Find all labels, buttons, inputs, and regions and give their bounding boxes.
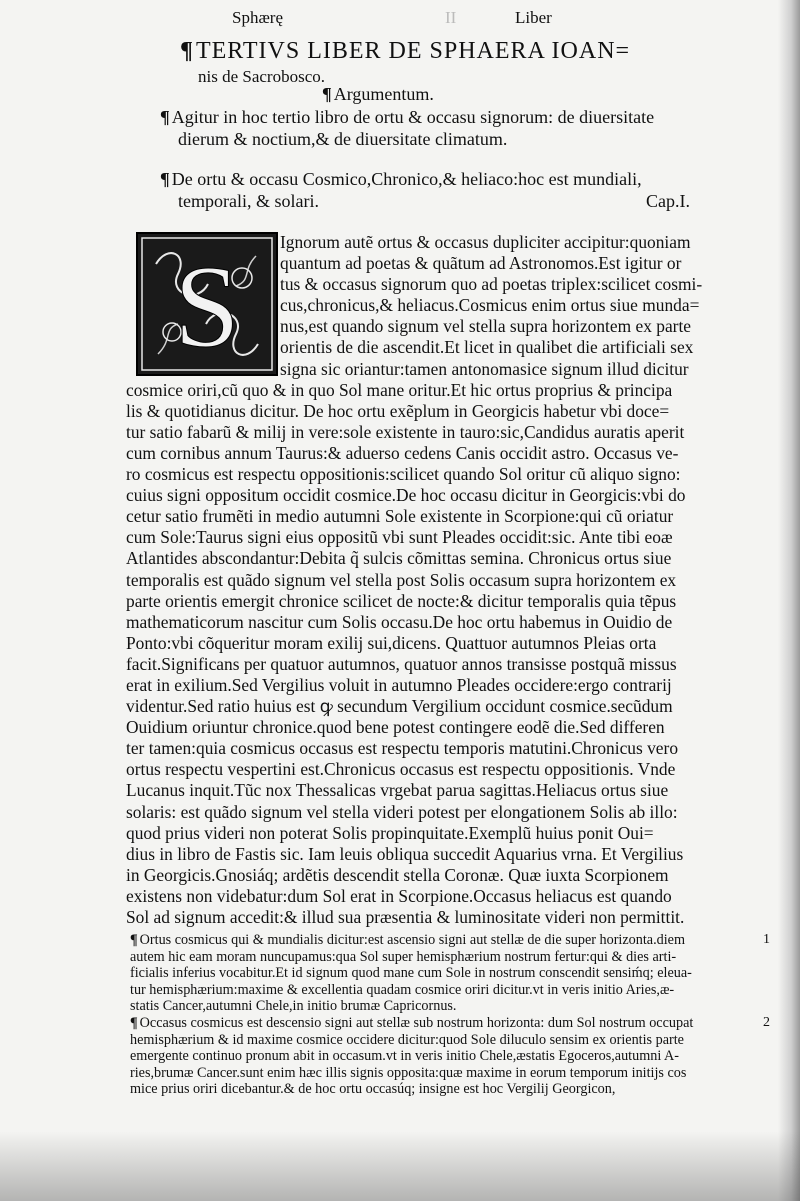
note-block [130,1015,770,1098]
note-number: 1 [763,932,770,947]
text-line: cus,chronicus,& heliacus.Cosmicus enim ortus siue munda= [280,295,700,316]
header-center: II [445,8,457,27]
text-line: mathematicorum nascitur cum Solis occasu.De hoc ortu habemus in Ouidio de [126,611,673,632]
text-line: Sol ad signum accedit:& illud sua præsentia & luminositate videri non permittit. [126,907,685,927]
note-line: ries,brumæ Cancer.sunt enim hæc illis signis opposita:quæ maxime in eorum temporum initijs cos [130,1064,687,1081]
note-line-text: Occasus cosmicus est descensio signi aut stellæ sub nostrum horizonta: dum Sol nostrum occupat [139,1014,694,1031]
note-line: ficialis inferius vocabitur.Et id signum quod mane cum Sole in nostrum conscendit sensiḿq; eleua- [130,965,692,982]
pilcrow-icon: ¶ [130,1014,138,1031]
note-number: 2 [763,1014,770,1030]
text-line: Lucanus inquit.Tũc nox Thessalicas vrgebat parua sagittas.Heliacus ortus siue [126,780,669,801]
book-title [180,38,740,90]
running-header [0,8,800,30]
intro-line-2: dierum & noctium,& de diuersitate climatum. [178,129,508,149]
text-line: solaris: est quãdo signum vel stella videri potest per elongationem Solis ab illo: [126,801,678,822]
text-line: ortus respectu vespertini est.Chronicus occasus est respectu oppositionis. Vnde [126,759,676,780]
note-line: tur hemisphærium:maxime & excellentia quadam cosmice oriri dicitur.vt in veris initio Aries,æ- [130,981,675,998]
text-line: Ponto:vbi cõqueritur moram exilij sui,dicens. Quattuor autumnos Pleias orta [126,632,657,653]
intro-paragraph [160,106,680,150]
text-line: cum cornibus annum Taurus:& aduerso cedens Canis occidit astro. Occasus ve- [126,442,679,463]
text-line: tus & occasus signorum quo ad poetas triplex:scilicet cosmi- [280,274,703,295]
argument-label: Argumentum. [333,84,434,104]
text-line: Ignorum autẽ ortus & occasus dupliciter accipitur:quoniam [280,232,691,252]
page-bottom-shadow [0,1131,800,1201]
page-edge-shadow [778,0,800,1201]
text-line: existens non videbatur:dum Sol erat in Scorpione.Occasus heliacus est quando [126,885,672,906]
note-line: emergente continuo pronum abit in occasum.vt in veris initio Chele,æstatis Egoceros,autumni A- [130,1048,680,1065]
note-line: autem hic eam moram nuncupamus:qua Sol super hemisphærium nostrum fertur:qui & dies arti- [130,948,677,965]
pilcrow-icon: ¶ [160,107,170,127]
note-line [130,932,770,949]
text-line: quantum ad poetas & quãtum ad Astronomos.Est igitur or [280,253,682,274]
pilcrow-icon: ¶ [160,169,170,189]
pilcrow-icon: ¶ [130,932,138,948]
text-line: cum Sole:Taurus signi eius oppositũ vbi sunt Pleades occidit:sic. Ante tibi eoæ [126,527,673,548]
text-line: nus,est quando signum vel stella supra horizontem ex parte [280,316,691,337]
commentary-notes [130,932,770,1098]
text-line: tur satio fabarũ & milij in vere:sole existente in tauro:sic,Candidus auratis aperit [126,421,685,442]
title-sub: nis de Sacrobosco. [198,67,326,86]
note-line: statis Cancer,autumni Chele,in initio brumæ Capricornus. [130,998,457,1015]
intro-line-1: Agitur in hoc tertio libro de ortu & occasu signorum: de diuersitate [171,107,655,127]
note-block [130,932,770,1015]
text-line: erat in exilium.Sed Vergilius voluit in autumno Pleades occidere:ergo contrarij [126,674,672,695]
note-line-text: Ortus cosmicus qui & mundialis dicitur:est ascensio signi aut stellæ de die super horizonta.diem [139,932,686,948]
text-line: quod prius videri non poterat Solis propinquitate.Exemplũ huius ponit Oui= [126,822,654,843]
text-line: parte orientis emergit chronice scilicet de nocte:& dicitur temporalis quia tẽpus [126,590,677,611]
text-line: Ouidium oriuntur chronice.quod bene potest contingere eodẽ die.Sed differen [126,717,665,738]
chapter-heading [160,168,690,212]
chapter-number: Cap.I. [646,191,690,211]
text-line: cuius signi oppositum occidit cosmice.De hoc occasu dicitur in Georgicis:vbi do [126,485,686,506]
text-line: temporalis est quãdo signum vel stella post Solis occasum supra horizontem ex [126,569,677,590]
text-line: lis & quotidianus dicitur. De hoc ortu exẽplum in Georgicis habetur vbi doce= [126,400,670,421]
header-right: Liber [515,8,552,27]
text-line: cosmice oriri,cũ quo & in quo Sol mane oritur.Et hic ortus proprius & principa [126,379,673,400]
pilcrow-icon: ¶ [180,38,194,64]
text-line: ro cosmicus est respectu oppositionis:scilicet quando Sol oritur cũ aliquo signo: [126,464,681,485]
text-line: ter tamen:quia cosmicus occasus est respectu temporis matutini.Chronicus vero [126,738,679,759]
note-line: hemisphærium & id maxime cosmice occidere dicitur:quod Sole diluculo sensim ex orientis parte [130,1031,684,1048]
header-left: Sphærę [232,8,283,27]
text-line: dius in libro de Fastis sic. Iam leuis obliqua succedit Aquarius vrna. Et Vergilius [126,843,684,864]
svg-text:S: S [174,241,240,372]
text-line: facit.Significans per quatuor autumnos, quatuor annos transisse postquã missus [126,653,677,674]
text-line: in Georgicis.Gnosiáq; ardẽtis descendit stella Coronæ. Quæ iuxta Scorpionem [126,864,669,885]
note-line: mice prius oriri dicebantur.& de hoc ortu occasúq; insigne est hoc Vergilij Georgicon, [130,1081,616,1098]
text-line: videntur.Sed ratio huius est ꝙ secundum Vergilium occidunt cosmice.secũdum [126,696,673,717]
pilcrow-icon: ¶ [322,84,332,104]
main-text [126,232,746,928]
text-line: orientis de die ascendit.Et licet in qualibet die artificiali sex [280,337,694,358]
note-line [130,1015,770,1032]
argument-heading [322,84,622,105]
text-line: cetur satio frumẽti in medio autumni Sole existente in Scorpione:qui cũ oriatur [126,506,674,527]
title-main: TERTIVS LIBER DE SPHAERA IOAN= [195,38,631,64]
text-line: Atlantides abscondantur:Debita q̃ sulcis cõmittas semina. Chronicus ortus siue [126,548,672,569]
chapter-line-2: temporali, & solari. [178,191,319,211]
chapter-line-1: De ortu & occasu Cosmico,Chronico,& heliaco:hoc est mundiali, [171,169,642,189]
text-line: signa sic oriantur:tamen antonomasice signum illud dicitur [280,358,689,379]
